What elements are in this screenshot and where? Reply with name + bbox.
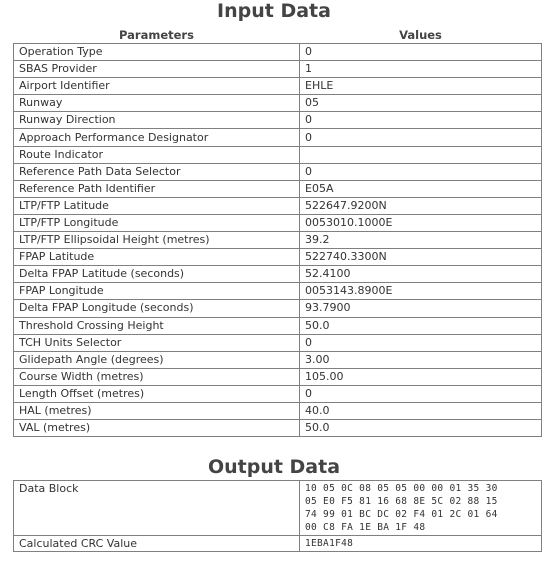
value-cell: 93.7900 <box>300 300 542 317</box>
parameter-cell: Reference Path Data Selector <box>14 163 300 180</box>
table-row <box>14 61 542 78</box>
value-cell: 50.0 <box>300 317 542 334</box>
value-cell: 39.2 <box>300 232 542 249</box>
value-cell: 05 <box>300 95 542 112</box>
parameter-cell: SBAS Provider <box>14 61 300 78</box>
parameter-cell: FPAP Longitude <box>14 283 300 300</box>
value-cell: E05A <box>300 180 542 197</box>
value-cell: 0053143.8900E <box>300 283 542 300</box>
value-cell: 0 <box>300 163 542 180</box>
data-block-value <box>300 481 542 536</box>
parameter-cell: LTP/FTP Latitude <box>14 197 300 214</box>
table-row <box>14 44 542 61</box>
parameter-cell: Reference Path Identifier <box>14 180 300 197</box>
value-cell: 50.0 <box>300 420 542 437</box>
parameter-cell: Airport Identifier <box>14 78 300 95</box>
parameter-cell: Length Offset (metres) <box>14 385 300 402</box>
parameter-cell: TCH Units Selector <box>14 334 300 351</box>
data-block-row <box>14 481 542 536</box>
table-row <box>14 317 542 334</box>
value-cell: 40.0 <box>300 402 542 419</box>
output-data-title: Output Data <box>207 456 341 478</box>
crc-row <box>14 536 542 552</box>
output-data-table <box>13 480 542 552</box>
table-row <box>14 266 542 283</box>
value-cell: 522647.9200N <box>300 197 542 214</box>
input-data-title: Input Data <box>217 0 331 22</box>
data-block-line: 10 05 0C 08 05 05 00 00 01 35 30 <box>305 483 498 494</box>
parameter-cell: Approach Performance Designator <box>14 129 300 146</box>
parameter-cell: Runway <box>14 95 300 112</box>
input-table-body <box>14 44 542 437</box>
table-row <box>14 249 542 266</box>
values-header: Values <box>399 27 442 42</box>
parameter-cell: HAL (metres) <box>14 402 300 419</box>
table-row <box>14 95 542 112</box>
parameter-cell: Operation Type <box>14 44 300 61</box>
data-block-line: 05 E0 F5 81 16 68 8E 5C 02 88 15 <box>305 496 498 507</box>
value-cell: 522740.3300N <box>300 249 542 266</box>
parameter-cell: Route Indicator <box>14 146 300 163</box>
table-row <box>14 197 542 214</box>
value-cell: 0 <box>300 334 542 351</box>
parameter-cell: LTP/FTP Ellipsoidal Height (metres) <box>14 232 300 249</box>
table-row <box>14 351 542 368</box>
data-block-label: Data Block <box>14 481 300 536</box>
value-cell: 52.4100 <box>300 266 542 283</box>
table-row <box>14 368 542 385</box>
parameter-cell: Course Width (metres) <box>14 368 300 385</box>
parameter-cell: VAL (metres) <box>14 420 300 437</box>
table-row <box>14 112 542 129</box>
input-data-table <box>13 26 542 437</box>
value-cell: 105.00 <box>300 368 542 385</box>
data-block-line: 74 99 01 BC DC 02 F4 01 2C 01 64 <box>305 509 498 520</box>
parameter-cell: FPAP Latitude <box>14 249 300 266</box>
table-row <box>14 180 542 197</box>
parameters-header: Parameters <box>119 27 194 42</box>
value-cell: EHLE <box>300 78 542 95</box>
table-row <box>14 283 542 300</box>
crc-value: 1EBA1F48 <box>300 536 542 552</box>
parameter-cell: LTP/FTP Longitude <box>14 214 300 231</box>
table-row <box>14 402 542 419</box>
parameter-cell: Threshold Crossing Height <box>14 317 300 334</box>
value-cell: 0053010.1000E <box>300 214 542 231</box>
table-row <box>14 146 542 163</box>
table-row <box>14 214 542 231</box>
table-row <box>14 232 542 249</box>
table-row <box>14 300 542 317</box>
value-cell: 0 <box>300 112 542 129</box>
table-row <box>14 385 542 402</box>
table-row <box>14 129 542 146</box>
table-row <box>14 78 542 95</box>
parameter-cell: Glidepath Angle (degrees) <box>14 351 300 368</box>
value-cell: 1 <box>300 61 542 78</box>
parameter-cell: Delta FPAP Longitude (seconds) <box>14 300 300 317</box>
value-cell <box>300 146 542 163</box>
table-row <box>14 163 542 180</box>
input-table-header-row <box>14 26 542 44</box>
value-cell: 0 <box>300 129 542 146</box>
value-cell: 0 <box>300 385 542 402</box>
data-block-line: 00 C8 FA 1E BA 1F 48 <box>305 522 426 533</box>
parameter-cell: Delta FPAP Latitude (seconds) <box>14 266 300 283</box>
parameter-cell: Runway Direction <box>14 112 300 129</box>
crc-label: Calculated CRC Value <box>14 536 300 552</box>
table-row <box>14 420 542 437</box>
value-cell: 0 <box>300 44 542 61</box>
value-cell: 3.00 <box>300 351 542 368</box>
table-row <box>14 334 542 351</box>
